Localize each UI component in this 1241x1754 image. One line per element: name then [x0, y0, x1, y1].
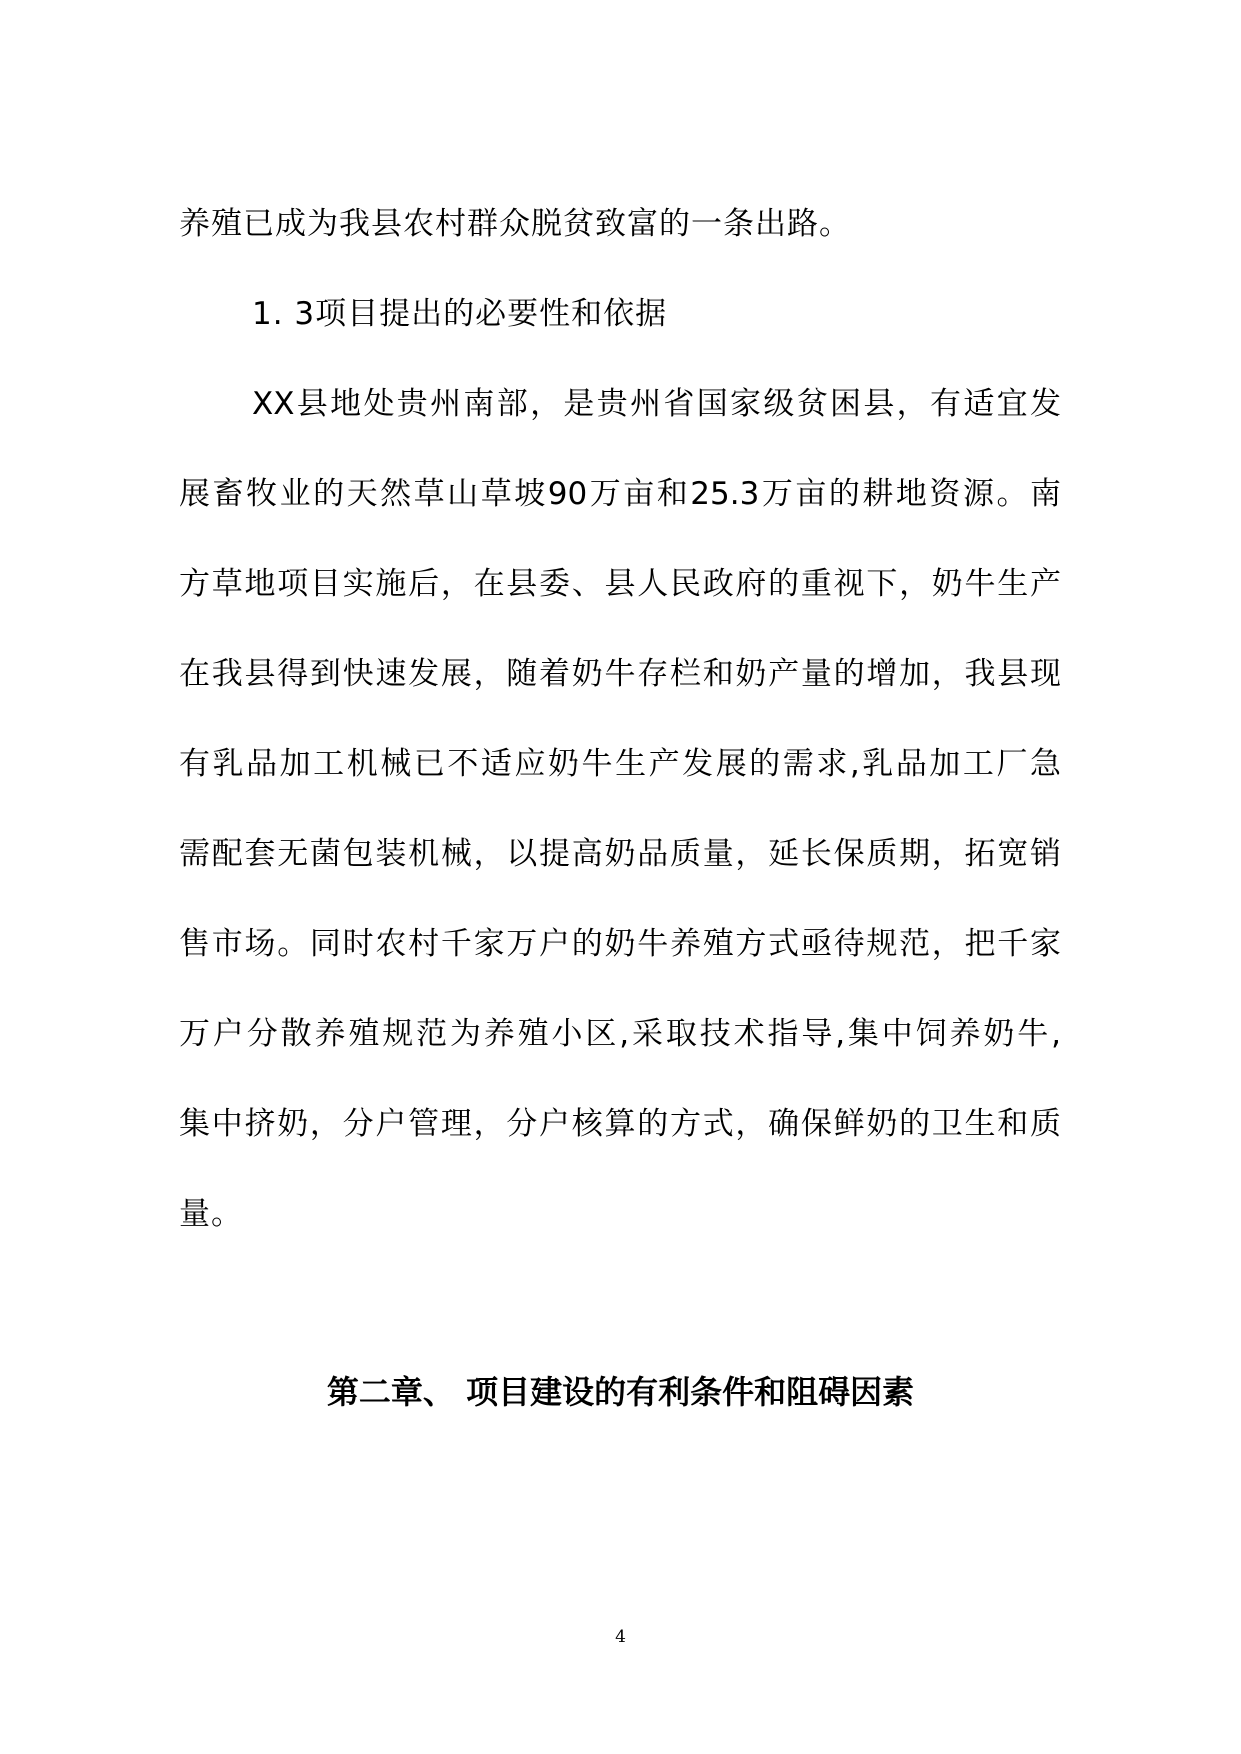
paragraph-line: 万户分散养殖规范为养殖小区,采取技术指导,集中饲养奶牛,: [179, 1016, 1061, 1052]
page-number: 4: [615, 1627, 626, 1647]
paragraph-line: 集中挤奶，分户管理，分户核算的方式，确保鲜奶的卫生和质: [179, 1106, 1061, 1142]
paragraph-line: 展畜牧业的天然草山草坡90万亩和25.3万亩的耕地资源。南: [179, 476, 1061, 512]
paragraph-line: 有乳品加工机械已不适应奶牛生产发展的需求,乳品加工厂急: [179, 746, 1061, 782]
paragraph-line: 售市场。同时农村千家万户的奶牛养殖方式亟待规范，把千家: [179, 926, 1061, 962]
paragraph-line: XX县地处贵州南部，是贵州省国家级贫困县，有适宜发: [252, 386, 1061, 422]
section-heading: 1. 3项目提出的必要性和依据: [252, 296, 668, 332]
chapter-title: 第二章、 项目建设的有利条件和阻碍因素: [326, 1373, 915, 1411]
paragraph-line: 量。: [179, 1196, 243, 1232]
paragraph-line: 需配套无菌包装机械，以提高奶品质量，延长保质期，拓宽销: [179, 836, 1061, 872]
continuation-line: 养殖已成为我县农村群众脱贫致富的一条出路。: [179, 206, 851, 242]
paragraph-line: 在我县得到快速发展，随着奶牛存栏和奶产量的增加，我县现: [179, 656, 1061, 692]
paragraph-line: 方草地项目实施后，在县委、县人民政府的重视下，奶牛生产: [179, 566, 1061, 602]
